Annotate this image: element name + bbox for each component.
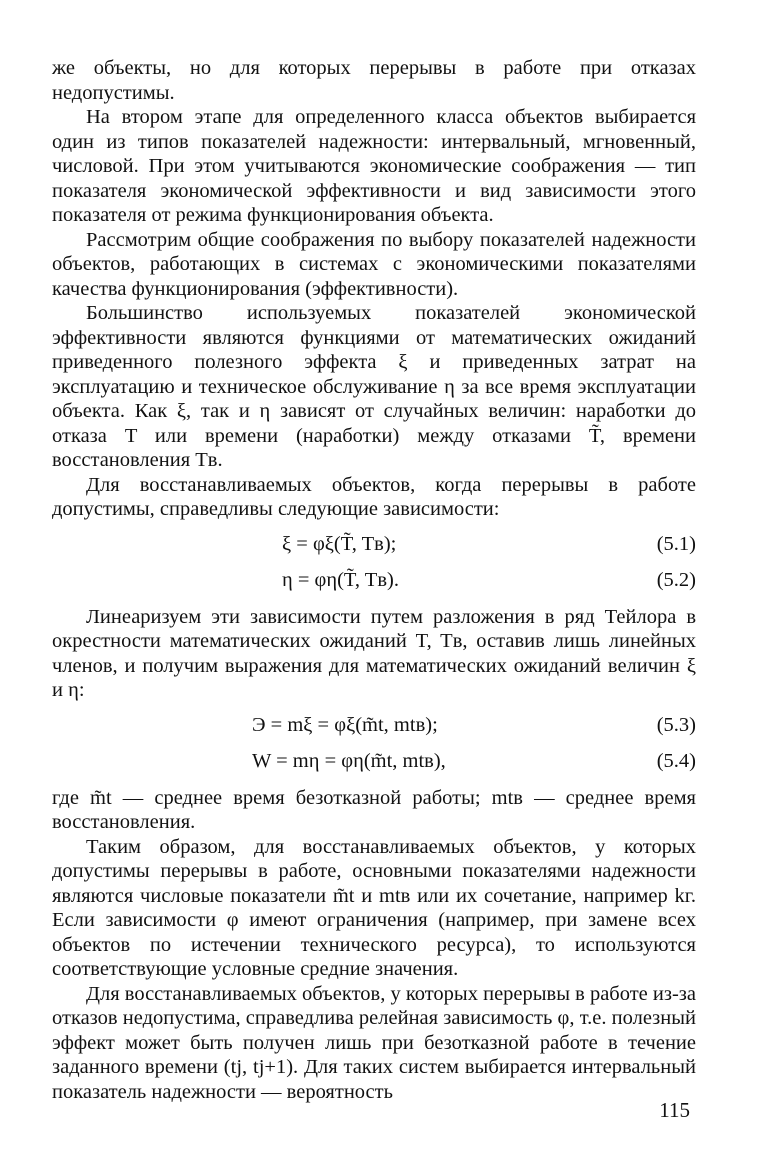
paragraph-9: Для восстанавливаемых объектов, у которых перерывы в работе из-за отказов недопустима, справедлива релейная зависимость φ, т.е. полезный эффект может быть получен лишь при безотказной работе в течение заданного времени (tj, tj+1). Для таких систем выбирается интервальный показатель надежности — вероятность xyxy=(52,982,696,1103)
paragraph-1: же объекты, но для которых перерывы в работе при отказах недопустимы. xyxy=(52,57,696,104)
equation-expression: ξ = φξ(T̃, Tв); xyxy=(282,532,397,555)
equation-5-4 xyxy=(52,749,696,774)
equation-5-1 xyxy=(52,532,696,557)
paragraph-2: На втором этапе для определенного класса объектов выбирается один из типов показателей надежности: интервальный, мгновенный, числовой. При этом учитываются экономические соображения — тип показателя экономической эффективности и вид зависимости этого показателя от режима функционирования объекта. xyxy=(52,106,696,226)
paragraph-6: Линеаризуем эти зависимости путем разложения в ряд Тейлора в окрестности математических ожиданий T, Tв, оставив лишь линейных членов, и получим выражения для математических ожиданий величин ξ и η: xyxy=(52,605,696,701)
paragraph-8: Таким образом, для восстанавливаемых объектов, у которых допустимы перерывы в работе, основными показателями надежности являются числовые показатели m̃t и mtв или их сочетание, например kг. Если зависимости φ имеют ограничения (например, при замене всех объектов по истечении технического ресурса), то используются соответствующие условные средние значения. xyxy=(52,835,696,980)
equation-number: (5.2) xyxy=(656,569,696,591)
equation-expression: η = φη(T̃, Tв). xyxy=(282,569,399,591)
page-body xyxy=(52,56,696,1104)
paragraph-5: Для восстанавливаемых объектов, когда перерывы в работе допустимы, справедливы следующие зависимости: xyxy=(52,473,696,520)
equation-group-2 xyxy=(52,713,696,774)
equation-group-1 xyxy=(52,532,696,593)
equation-number: (5.3) xyxy=(656,713,696,736)
paragraph-7: где m̃t — среднее время безотказной работы; mtв — среднее время восстановления. xyxy=(52,786,696,833)
equation-expression: Э = mξ = φξ(m̃t, mtв); xyxy=(252,713,438,736)
equation-number: (5.1) xyxy=(656,532,696,555)
paragraph-3: Рассмотрим общие соображения по выбору показателей надежности объектов, работающих в системах с экономическими показателями качества функционирования (эффективности). xyxy=(52,228,696,300)
equation-5-2 xyxy=(52,568,696,593)
equation-number: (5.4) xyxy=(656,750,696,772)
equation-5-3 xyxy=(52,713,696,738)
page-number: 115 xyxy=(659,1098,690,1122)
paragraph-4: Большинство используемых показателей экономической эффективности являются функциями от математических ожиданий приведенного полезного эффекта ξ и приведенных затрат на эксплуатацию и техническое обслуживание η за все время эксплуатации объекта. Как ξ, так и η зависят от случайных величин: наработки до отказа T или времени (наработки) между отказами T̃, времени восстановления Tв. xyxy=(52,302,696,471)
equation-expression: W = mη = φη(m̃t, mtв), xyxy=(252,750,446,772)
